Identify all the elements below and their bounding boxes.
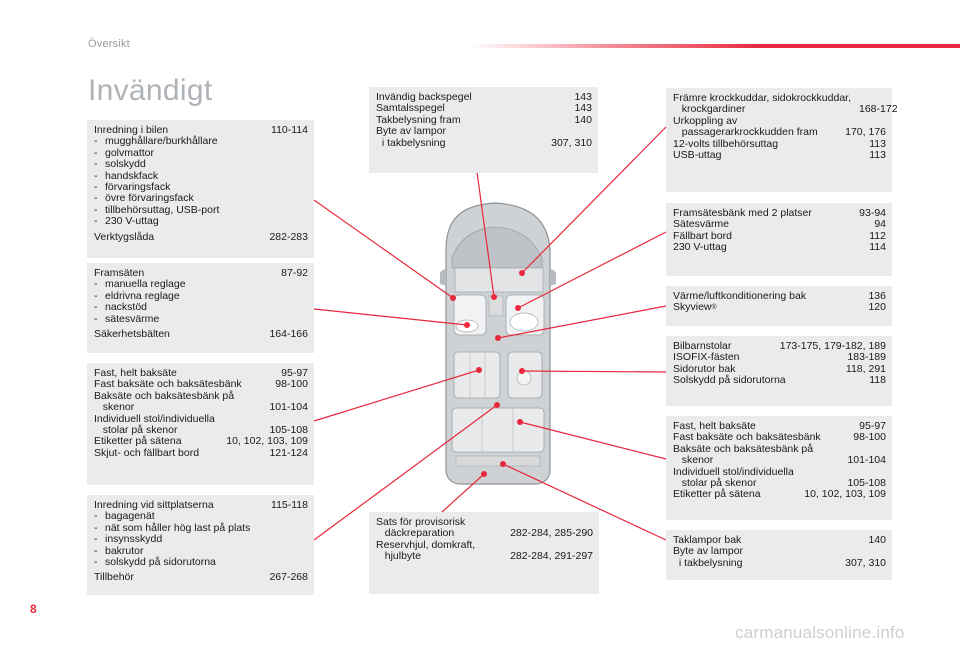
- index-entry: [94, 448, 308, 459]
- entry-label: Individuell stol/individuella stolar på skenor: [94, 412, 215, 437]
- bullet-item: - 230 V-uttag: [94, 216, 308, 227]
- box-mirror-lights: [369, 87, 598, 173]
- entry-label: 12-volts tillbehörsuttag: [673, 137, 779, 150]
- entry-label: Takbelysning fram: [376, 113, 461, 126]
- bullet-item: - förvaringsfack: [94, 182, 308, 193]
- entry-label: Skjut- och fällbart bord: [94, 446, 200, 459]
- entry-label: Fast, helt baksäte: [673, 420, 756, 432]
- entry-pages: 113: [869, 149, 886, 162]
- bullet-item: - manuella reglage: [94, 279, 308, 290]
- entry-label: Fast, helt baksäte: [94, 367, 177, 379]
- box-seating-area: [87, 495, 314, 595]
- box-front-bench: [666, 203, 892, 276]
- entry-pages: 282-284, 291-297: [510, 550, 593, 563]
- entry-pages: 118, 291: [845, 362, 886, 375]
- index-entry: [94, 329, 308, 340]
- entry-label: Sats för provisorisk däckreparation: [376, 516, 466, 540]
- entry-pages: 143: [574, 91, 592, 103]
- entry-label: Främre krockkuddar, sidokrockkuddar, krockgardiner: [673, 92, 851, 116]
- bullet-item: - golvmattor: [94, 148, 308, 159]
- entry-pages: 98-100: [853, 431, 886, 444]
- callout-dot: [519, 368, 525, 374]
- bullet-item: - eldrivna reglage: [94, 291, 308, 302]
- entry-pages: 136: [868, 290, 886, 302]
- entry-pages: 114: [869, 241, 886, 254]
- entry-pages: 164-166: [269, 328, 308, 341]
- entry-label: Etiketter på sätena: [94, 435, 182, 448]
- box-roof-lights: [666, 530, 892, 580]
- entry-label: Taklampor bak: [673, 534, 742, 546]
- entry-pages: 110-114: [271, 124, 308, 136]
- index-entry: [673, 92, 898, 116]
- bullet-item: - insynsskydd: [94, 534, 308, 545]
- entry-pages: 140: [868, 534, 886, 546]
- entry-pages: 94: [874, 218, 886, 231]
- entry-pages: 113: [869, 137, 886, 150]
- index-entry: [94, 572, 308, 583]
- callout-dot: [519, 270, 525, 276]
- box-front-seats: [87, 263, 314, 353]
- entry-label: Baksäte och baksätesbänk på skenor: [94, 389, 235, 414]
- entry-label: Urkoppling av passagerarkrockkudden fram: [673, 114, 818, 139]
- entry-label: 230 V-uttag: [673, 241, 727, 254]
- entry-label: Bilbarnstolar: [673, 340, 732, 352]
- entry-pages: 173-175, 179-182, 189: [779, 340, 886, 352]
- entry-label: Fällbart bord: [673, 229, 732, 242]
- entry-label: Fast baksäte och baksätesbänk: [673, 431, 821, 444]
- entry-pages: 143: [574, 102, 592, 115]
- entry-pages: 93-94: [859, 207, 886, 219]
- middle-seats-drawing: [454, 352, 542, 398]
- index-entry: [376, 540, 593, 563]
- index-entry: [673, 116, 886, 139]
- box-rear-seats-left: [87, 363, 314, 485]
- index-entry: [94, 414, 308, 437]
- entry-pages: 105-108: [269, 424, 308, 437]
- index-entry: [673, 150, 886, 161]
- index-entry: [94, 232, 308, 243]
- index-entry: [673, 467, 886, 490]
- entry-label: Sidorutor bak: [673, 362, 736, 375]
- page-number: 8: [30, 602, 37, 616]
- entry-pages: 168-172: [859, 103, 898, 116]
- entry-pages: 282-284, 285-290: [510, 527, 593, 540]
- section-label: Översikt: [88, 38, 130, 50]
- entry-pages: 101-104: [847, 454, 886, 467]
- callout-line-interior: [314, 200, 453, 298]
- bullet-item: - bagagenät: [94, 511, 308, 522]
- box-rear-seats-right: [666, 416, 892, 520]
- bullet-item: - solskydd: [94, 159, 308, 170]
- bullet-item: - övre förvaringsfack: [94, 193, 308, 204]
- box-climate: [666, 286, 892, 326]
- entry-pages: 10, 102, 103, 109: [226, 435, 308, 448]
- entry-pages: 95-97: [859, 420, 886, 432]
- entry-label: Inredning vid sittplatserna: [94, 499, 214, 511]
- bullet-item: - sätesvärme: [94, 314, 308, 325]
- entry-pages: 121-124: [269, 446, 308, 459]
- entry-label: Säkerhetsbälten: [94, 328, 170, 341]
- callout-dot: [464, 322, 470, 328]
- entry-pages: 87-92: [281, 267, 308, 279]
- entry-pages: 115-118: [271, 499, 308, 511]
- bullet-item: - handskfack: [94, 171, 308, 182]
- entry-label: Fast baksäte och baksätesbänk: [94, 378, 242, 391]
- callout-dot: [500, 461, 506, 467]
- entry-pages: 120: [868, 301, 886, 314]
- entry-pages: 118: [869, 374, 886, 387]
- index-entry: [673, 242, 886, 253]
- box-airbags: [666, 88, 898, 192]
- entry-label: Framsätesbänk med 2 platser: [673, 207, 812, 219]
- entry-pages: 105-108: [847, 477, 886, 490]
- bullet-item: - mugghållare/burkhållare: [94, 136, 308, 147]
- entry-pages: 101-104: [269, 401, 308, 414]
- index-entry: [673, 444, 886, 467]
- entry-label: Samtalsspegel: [376, 102, 445, 115]
- callout-dot: [494, 402, 500, 408]
- entry-label: Sätesvärme: [673, 218, 730, 231]
- entry-pages: 267-268: [269, 571, 308, 584]
- index-entry: [673, 375, 886, 386]
- callout-dot: [450, 295, 456, 301]
- registered-mark: ®: [711, 304, 717, 312]
- entry-label: Solskydd på sidorutorna: [673, 374, 786, 387]
- entry-label: Skyview: [673, 301, 712, 314]
- index-entry: [376, 517, 593, 540]
- watermark: carmanualsonline.info: [735, 623, 905, 642]
- entry-label: Reservhjul, domkraft, hjulbyte: [376, 538, 476, 563]
- bullet-item: - bakrutor: [94, 546, 308, 557]
- entry-label: Byte av lampor i takbelysning: [376, 125, 447, 149]
- entry-pages: 98-100: [275, 378, 308, 391]
- callout-dot: [495, 335, 501, 341]
- bullet-item: - nackstöd: [94, 302, 308, 313]
- callout-dot: [517, 419, 523, 425]
- entry-pages: 282-283: [269, 230, 308, 243]
- entry-pages: 10, 102, 103, 109: [804, 488, 886, 501]
- bullet-item: - solskydd på sidorutorna: [94, 557, 308, 568]
- callout-line-front-seats: [314, 309, 467, 325]
- index-entry: [673, 546, 886, 569]
- bullet-item: - nät som håller hög last på plats: [94, 523, 308, 534]
- callout-dot: [515, 305, 521, 311]
- entry-label: Byte av lampor i takbelysning: [673, 545, 744, 569]
- index-entry: [673, 302, 886, 313]
- callout-dot: [491, 294, 497, 300]
- box-child-seats: [666, 336, 892, 406]
- entry-label: Individuell stol/individuella stolar på skenor: [673, 465, 794, 490]
- entry-pages: 170, 176: [845, 126, 886, 139]
- entry-label: Invändig backspegel: [376, 91, 472, 103]
- entry-label: Inredning i bilen: [94, 124, 169, 136]
- box-interior: [87, 120, 314, 258]
- index-entry: [94, 391, 308, 414]
- entry-pages: 140: [574, 113, 592, 126]
- callout-dot: [476, 367, 482, 373]
- entry-pages: 307, 310: [551, 136, 592, 149]
- rear-bench-drawing: [452, 408, 544, 466]
- entry-label: Etiketter på sätena: [673, 488, 761, 501]
- bullet-item: - tillbehörsuttag, USB-port: [94, 205, 308, 216]
- page-title: Invändigt: [88, 74, 213, 107]
- index-entry: [376, 126, 592, 149]
- entry-label: Baksäte och baksätesbänk på skenor: [673, 442, 814, 467]
- entry-label: Tillbehör: [94, 571, 134, 584]
- entry-label: Verktygslåda: [94, 230, 155, 243]
- entry-pages: 183-189: [847, 351, 886, 364]
- index-entry: [673, 489, 886, 500]
- entry-pages: 112: [869, 229, 886, 242]
- entry-label: USB-uttag: [673, 149, 722, 162]
- entry-label: Framsäten: [94, 267, 145, 279]
- entry-label: ISOFIX-fästen: [673, 351, 740, 364]
- callout-dot: [481, 471, 487, 477]
- box-spare-wheel: [369, 512, 599, 594]
- entry-pages: 307, 310: [845, 556, 886, 569]
- entry-pages: 95-97: [281, 367, 308, 379]
- entry-label: Värme/luftkonditionering bak: [673, 290, 807, 302]
